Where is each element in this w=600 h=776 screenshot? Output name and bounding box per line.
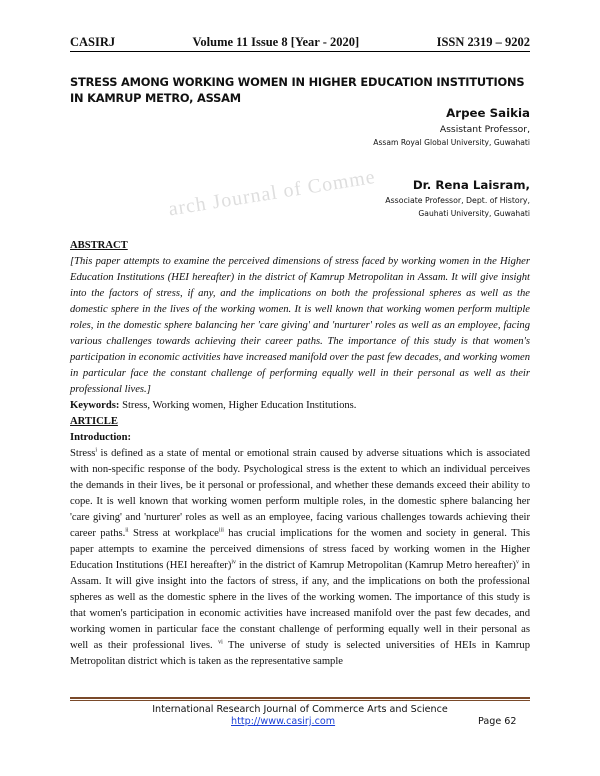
endnote-marker[interactable]: i [95,447,97,454]
author-name: Dr. Rena Laisram, [412,178,530,192]
introduction-paragraph: Stress$^i$ is defined as a state of mental or emotional strain caused by adverse situations which is associated with non-specific response of the body. Psychological stress is the extent to which an individual perceives the demands in their lives, be it personal or professional, and whether these demands exceed their ability to cope. It is well known that working women perform multiple roles, in the domestic sphere balancing her 'care giving' and 'nurturer' roles as well as an employee, facing various challenges towards achieving their career paths.$^{ii}$ Stress at workplace$^{iii}$ has crucial implications for the women and society in general. This paper attempts to examine the perceived dimensions of stress faced by working women in the Higher Education Institutions (HEI hereafter)$^{iv}$ in the district of Kamrup Metropolitan (Kamrup Metro hereafter)$^v$ in Assam. It will give insight into the factors of stress, if any, and the implications on both the professional spheres as well as the domestic sphere in the lives of the working women. The importance of this study is that women's participation in economic activities have increased manifold over the past few decades, and working women in particular face the constant challenge of performing equally well in their personal as well as their professional lives. $^{vi}$ The universe of study is selected universities of HEIs in Kamrup Metropolitan district which is taken as the representative sample [70,447,530,667]
abstract-heading: ABSTRACT [70,240,128,251]
author-role: Assistant Professor, [439,124,530,135]
endnote-marker[interactable]: iii [218,527,224,534]
abstract-text: [This paper attempts to examine the perceived dimensions of stress faced by working women in the Higher Education Institutions (HEI hereafter) in the district of Kamrup Metropolitan in Assam. It will give insight into the factors of stress, if any, and the implications on both the professional spheres as well as the domestic sphere in the lives of the working women. It is well known that working women perform multiple roles, in the domestic sphere balancing her 'care giving' and 'nurturer' roles as well as an employee, facing various challenges towards achieving their career paths. The importance of this study is that women's participation in economic activities have increased manifold over the past few decades, and working women in particular face the constant challenge of performing equally well in their personal as well as their professional lives.] [70,256,530,395]
issn: ISSN 2319 – 9202 [436,35,530,49]
volume-issue: Volume 11 Issue 8 [Year - 2020] [192,35,360,49]
keywords-label: Keywords: [70,400,120,411]
keywords [70,398,530,414]
running-header [70,35,530,50]
endnote-marker[interactable]: v [515,559,519,566]
journal-abbrev: CASIRJ [70,35,116,49]
journal-website-link[interactable]: http://www.casirj.com [231,716,336,727]
author-institution: Assam Royal Global University, Guwahati [373,138,530,147]
introduction-heading: Introduction: [70,432,132,443]
author-role: Associate Professor, Dept. of History, [385,196,530,205]
footer-rule-thin [70,700,530,701]
endnote-marker[interactable]: iv [231,559,237,566]
author-name: Arpee Saikia [446,106,530,120]
endnote-marker[interactable]: vi [218,639,223,646]
article-heading: ARTICLE [70,416,118,427]
footer-journal-name: International Research Journal of Commerce Arts and Science [152,704,448,715]
endnote-marker[interactable]: ii [125,527,129,534]
page-number: Page 62 [478,716,517,727]
author-block-1 [373,106,530,149]
header-rule [70,51,530,52]
author-institution: Gauhati University, Guwahati [418,209,530,218]
journal-watermark: arch Journal of Comme [166,165,378,221]
footer-rule [70,697,530,699]
paper-title: STRESS AMONG WORKING WOMEN IN HIGHER EDUCATION INSTITUTIONS IN KAMRUP METRO, ASSAM [70,75,525,105]
keywords-text: Stress, Working women, Higher Education Institutions. [119,400,357,411]
paper-body [70,238,530,670]
